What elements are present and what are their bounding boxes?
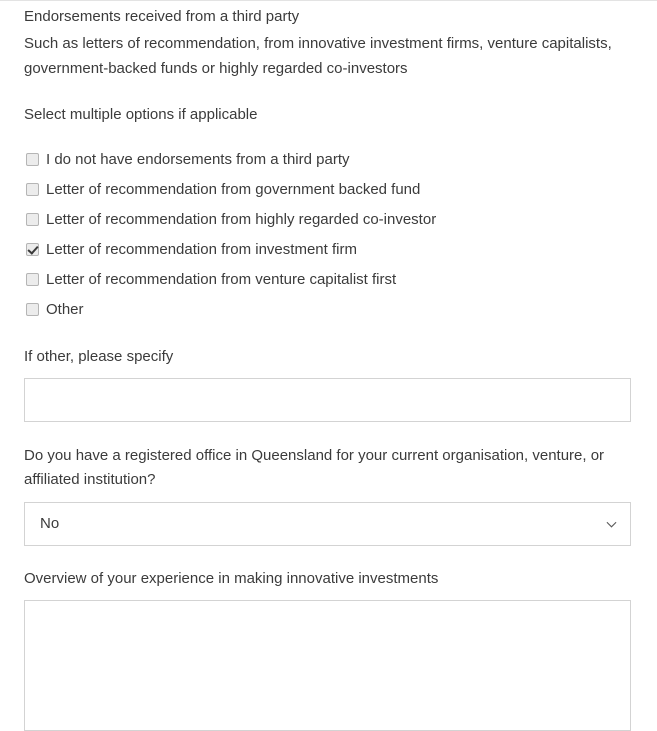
top-divider	[0, 0, 657, 1]
other-specify-label: If other, please specify	[24, 348, 174, 365]
experience-overview-label: Overview of your experience in making innovative investments	[24, 570, 439, 587]
experience-overview-textarea[interactable]	[24, 600, 631, 731]
option-label[interactable]: I do not have endorsements from a third party	[46, 151, 350, 168]
option-venture-capitalist[interactable]	[24, 269, 633, 299]
registered-office-select-wrap[interactable]	[24, 502, 631, 546]
option-government-backed-fund[interactable]	[24, 179, 633, 209]
checkbox-venture-capitalist[interactable]	[26, 273, 39, 286]
checkbox-government-backed-fund[interactable]	[26, 183, 39, 196]
registered-office-label: Do you have a registered office in Queensland for your current organisation, venture, or affiliated institution?	[24, 447, 605, 488]
option-other[interactable]	[24, 299, 633, 329]
option-investment-firm[interactable]	[24, 239, 633, 269]
select-multiple-hint: Select multiple options if applicable	[24, 106, 258, 123]
option-label[interactable]: Letter of recommendation from investment firm	[46, 241, 357, 258]
other-specify-input[interactable]	[24, 378, 631, 422]
option-label[interactable]: Letter of recommendation from government backed fund	[46, 181, 421, 198]
option-label[interactable]: Other	[46, 301, 84, 318]
checkbox-highly-regarded-co-investor[interactable]	[26, 213, 39, 226]
endorsement-options-group	[24, 149, 633, 329]
option-label[interactable]: Letter of recommendation from venture capitalist first	[46, 271, 397, 288]
checkbox-no-endorsements[interactable]	[26, 153, 39, 166]
checkbox-other[interactable]	[26, 303, 39, 316]
question-description: Such as letters of recommendation, from innovative investment firms, venture capitalists, government-backed funds or highly regarded co-investors	[24, 35, 612, 77]
question-title: Endorsements received from a third party	[24, 8, 300, 25]
registered-office-select[interactable]: No	[24, 502, 631, 546]
option-label[interactable]: Letter of recommendation from highly regarded co-investor	[46, 211, 437, 228]
option-no-endorsements[interactable]	[24, 149, 633, 179]
option-highly-regarded-co-investor[interactable]	[24, 209, 633, 239]
checkbox-investment-firm[interactable]	[26, 243, 39, 256]
